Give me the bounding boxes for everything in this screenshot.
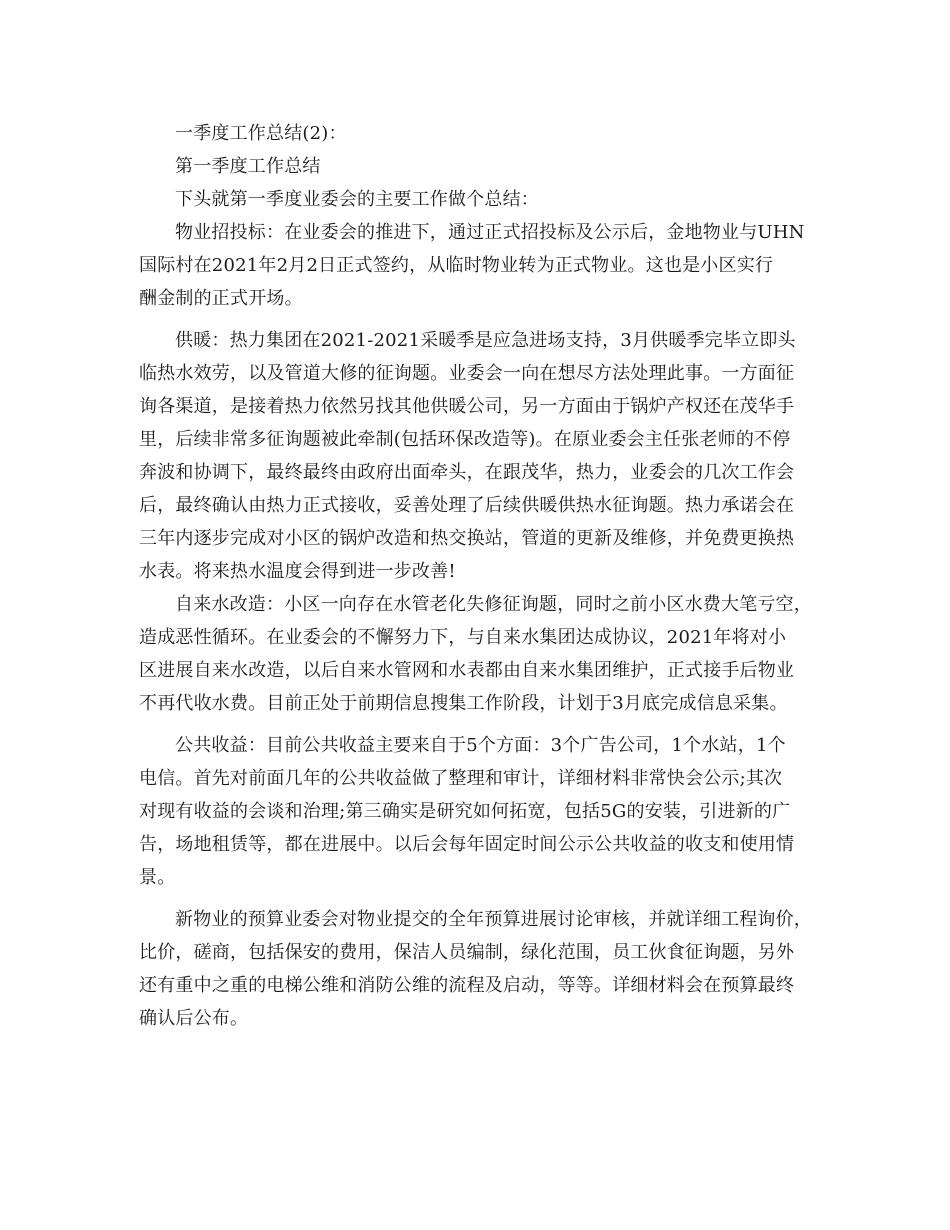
paragraph-line: 电信。首先对前面几年的公共收益做了整理和审计，详细材料非常快会公示;其次 xyxy=(139,768,783,789)
paragraph-line: 供暖：热力集团在2021-2021采暖季是应急进场支持，3月供暖季完毕立即头 xyxy=(175,330,796,351)
document-heading: 一季度工作总结(2)： xyxy=(175,123,347,144)
paragraph-heating xyxy=(139,324,815,588)
paragraph-line: 确认后公布。 xyxy=(139,1008,249,1029)
paragraph-line: 不再代收水费。目前正处于前期信息搜集工作阶段，计划于3月底完成信息采集。 xyxy=(139,693,788,714)
document-subheading: 第一季度工作总结 xyxy=(175,156,321,177)
paragraph-line: 国际村在2021年2月2日正式签约，从临时物业转为正式物业。这也是小区实行 xyxy=(139,255,774,276)
paragraph-line: 水表。将来热水温度会得到进一步改善! xyxy=(139,561,456,582)
paragraph-line: 比价，磋商，包括保安的费用，保洁人员编制，绿化范围，员工伙食征询题，另外 xyxy=(139,942,795,963)
paragraph-line: 后，最终确认由热力正式接收，妥善处理了后续供暖供热水征询题。热力承诺会在 xyxy=(139,495,795,516)
paragraph-line: 奔波和协调下，最终最终由政府出面牵头，在跟茂华，热力，业委会的几次工作会 xyxy=(139,462,795,483)
paragraph-line: 里，后续非常多征询题被此牵制(包括环保改造等)。在原业委会主任张老师的不停 xyxy=(139,429,791,450)
paragraph-line: 新物业的预算业委会对物业提交的全年预算进展讨论审核，并就详细工程询价， xyxy=(175,909,812,930)
paragraph-line: 自来水改造：小区一向存在水管老化失修征询题，同时之前小区水费大笔亏空， xyxy=(175,594,812,615)
paragraph-line: 造成恶性循环。在业委会的不懈努力下，与自来水集团达成协议，2021年将对小 xyxy=(139,627,787,648)
paragraph-line: 对现有收益的会谈和治理;第三确实是研究如何拓宽，包括5G的安装，引进新的广 xyxy=(139,801,791,822)
paragraph-line: 临热水效劳，以及管道大修的征询题。业委会一向在想尽方法处理此事。一方面征 xyxy=(139,363,795,384)
paragraph-line: 还有重中之重的电梯公维和消防公维的流程及启动，等等。详细材料会在预算最终 xyxy=(139,975,795,996)
paragraph-water-renovation xyxy=(139,588,815,720)
document-body xyxy=(139,117,815,1035)
paragraph-line: 景。 xyxy=(139,867,176,888)
paragraph-public-revenue xyxy=(139,729,815,894)
paragraph-line: 酬金制的正式开场。 xyxy=(139,288,303,309)
paragraph-line: 询各渠道，是接着热力依然另找其他供暖公司，另一方面由于锅炉产权还在茂华手 xyxy=(139,396,795,417)
paragraph-line: 物业招投标：在业委会的推进下，通过正式招投标及公示后，金地物业与UHN xyxy=(175,222,805,243)
document-intro: 下头就第一季度业委会的主要工作做个总结： xyxy=(175,189,539,210)
paragraph-line: 区进展自来水改造，以后自来水管网和水表都由自来水集团维护，正式接手后物业 xyxy=(139,660,795,681)
paragraph-budget xyxy=(139,903,815,1035)
paragraph-property-bidding xyxy=(139,216,815,315)
paragraph-line: 公共收益：目前公共收益主要来自于5个方面：3个广告公司，1个水站，1个 xyxy=(175,735,786,756)
paragraph-line: 三年内逐步完成对小区的锅炉改造和热交换站，管道的更新及维修，并免费更换热 xyxy=(139,528,795,549)
paragraph-line: 告，场地租赁等，都在进展中。以后会每年固定时间公示公共收益的收支和使用情 xyxy=(139,834,795,855)
